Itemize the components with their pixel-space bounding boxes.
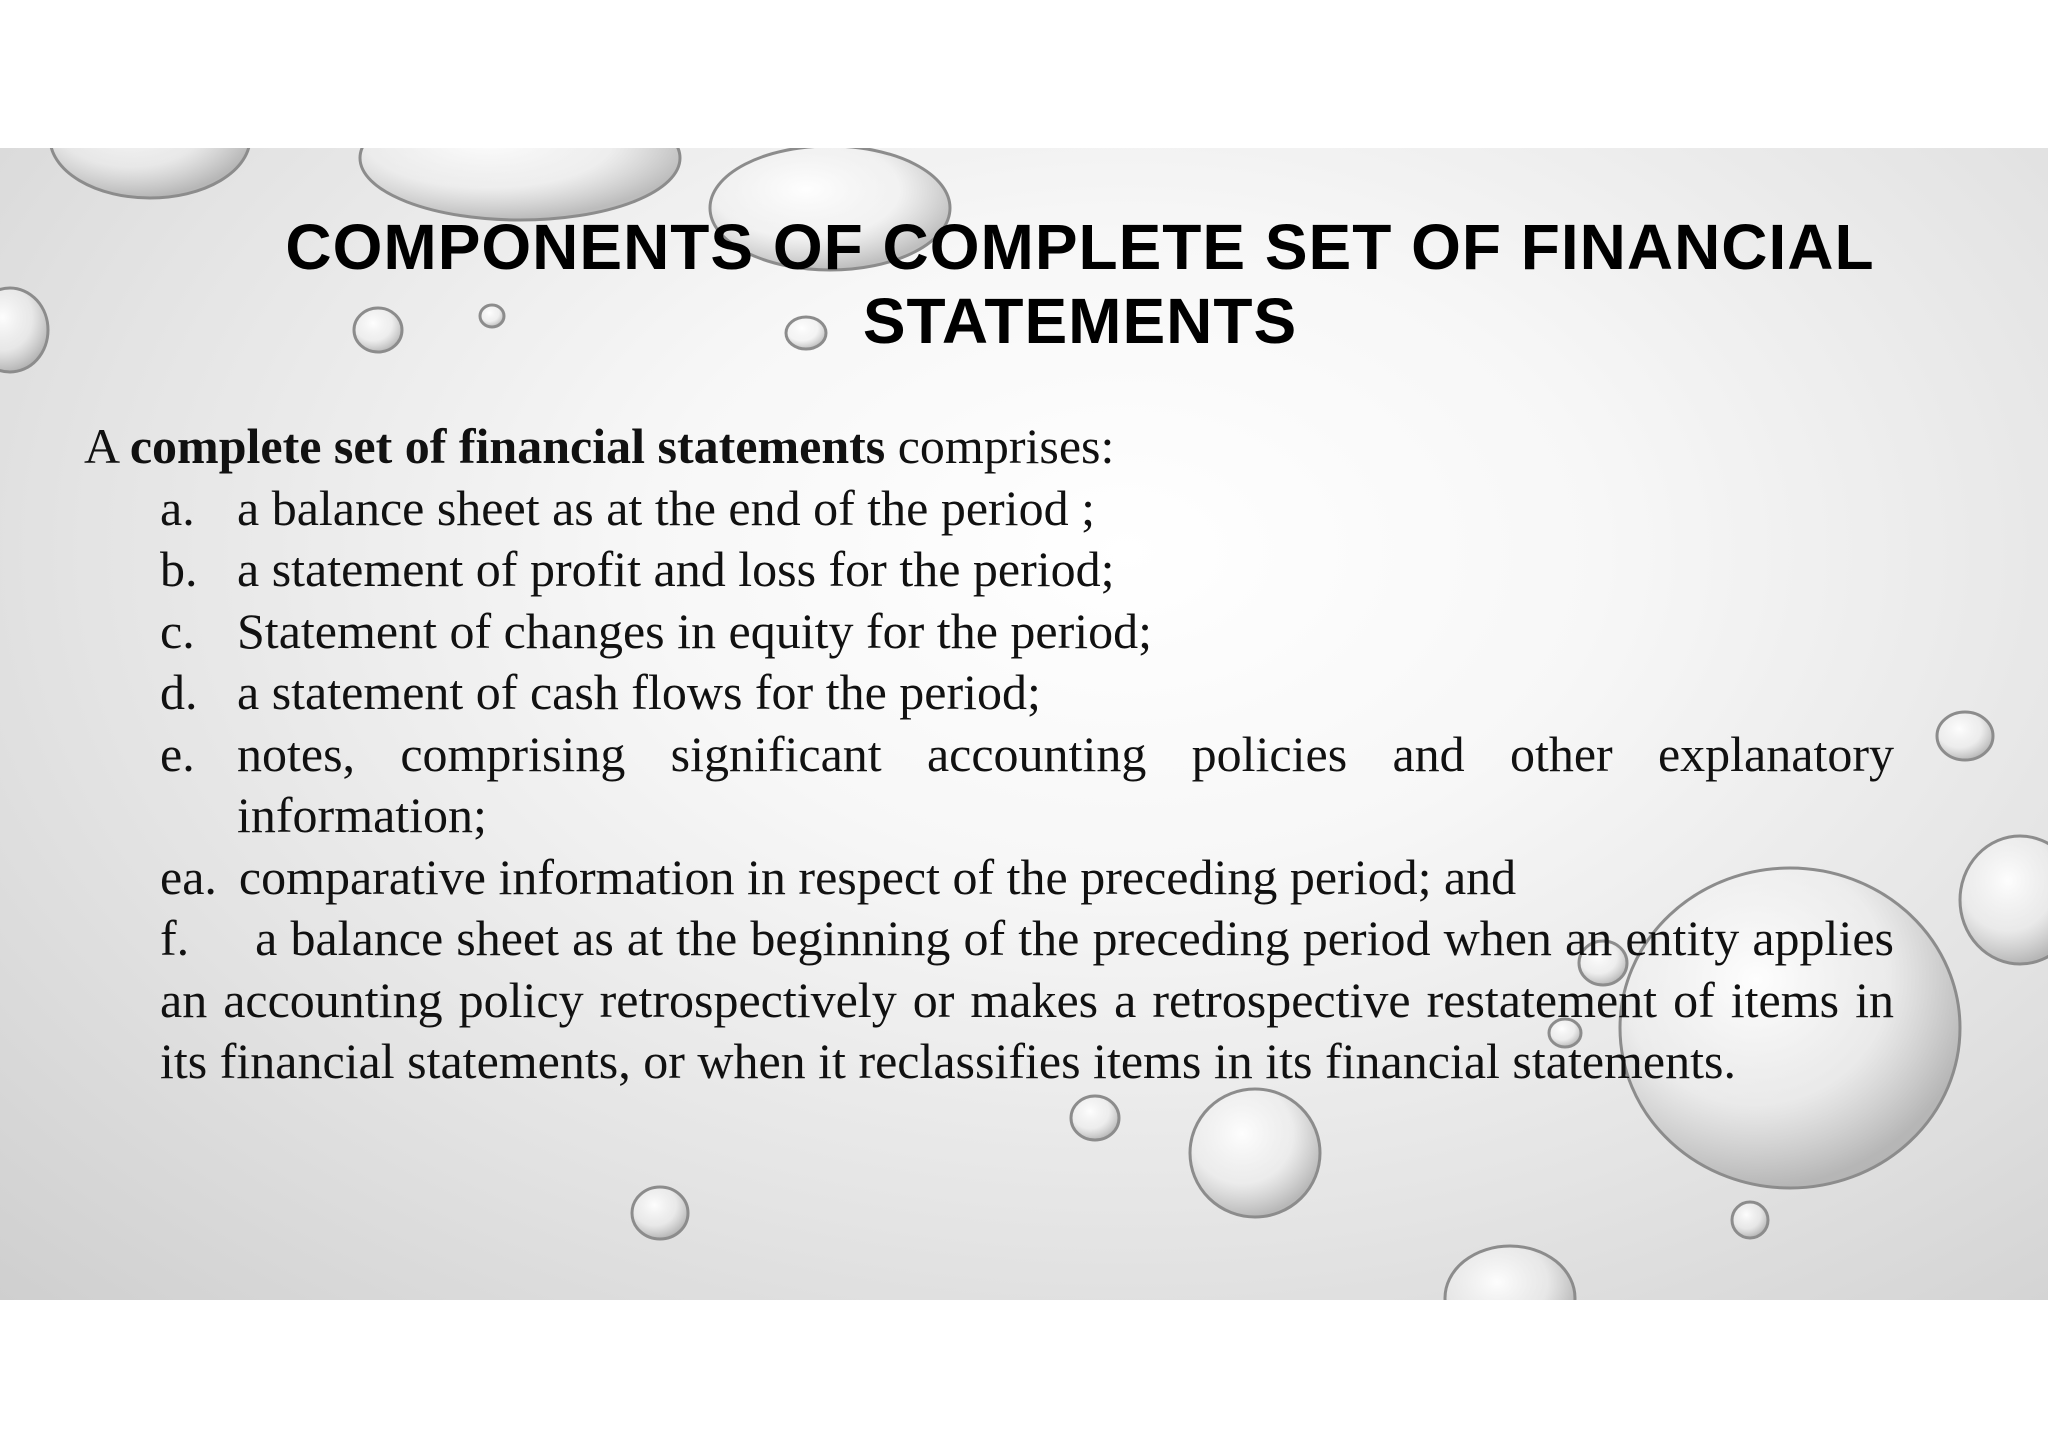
list-item-text: a balance sheet as at the beginning of the preceding period when an entity applies an accounting policy retrospectively or makes a retrospective restatement of items in its financial statements, or when it reclassifies items in its financial statements. — [160, 910, 1894, 1089]
list-item — [84, 539, 1894, 601]
list-item-marker: b. — [160, 541, 198, 597]
list-item — [84, 662, 1894, 724]
slide-title-line-2: STATEMENTS — [862, 285, 1298, 357]
list-item-marker: f. — [160, 910, 190, 966]
list-item-text: a statement of cash flows for the period; — [237, 664, 1041, 720]
intro-sentence — [84, 416, 1894, 478]
list-item — [84, 724, 1894, 847]
intro-prefix: A — [84, 418, 130, 474]
list-item — [84, 847, 1894, 909]
list-item — [84, 478, 1894, 540]
intro-bold-term: complete set of financial statements — [129, 418, 886, 474]
list-item-marker: ea. — [160, 848, 217, 905]
list-item-text: comparative information in respect of the preceding period; and — [238, 848, 1517, 905]
intro-suffix: comprises: — [885, 418, 1115, 474]
slide-title-line-1: COMPONENTS OF COMPLETE SET OF FINANCIAL — [285, 211, 1875, 283]
list-item-text: a statement of profit and loss for the period; — [237, 541, 1115, 597]
list-item — [84, 601, 1894, 663]
list-item-marker: a. — [160, 479, 195, 536]
list-item-text: notes, comprising significant accounting policies and other explanatory information; — [237, 725, 1894, 843]
list-item-marker: d. — [160, 664, 198, 720]
list-item-text: Statement of changes in equity for the period; — [237, 602, 1153, 659]
list-item-text: a balance sheet as at the end of the period ; — [237, 479, 1095, 536]
components-list — [84, 478, 1894, 1093]
list-item-marker: e. — [160, 725, 195, 782]
list-item — [84, 908, 1894, 1093]
slide-title — [140, 210, 2020, 358]
list-item-marker: c. — [160, 602, 195, 659]
slide — [0, 148, 2048, 1300]
slide-body — [84, 416, 1894, 1093]
